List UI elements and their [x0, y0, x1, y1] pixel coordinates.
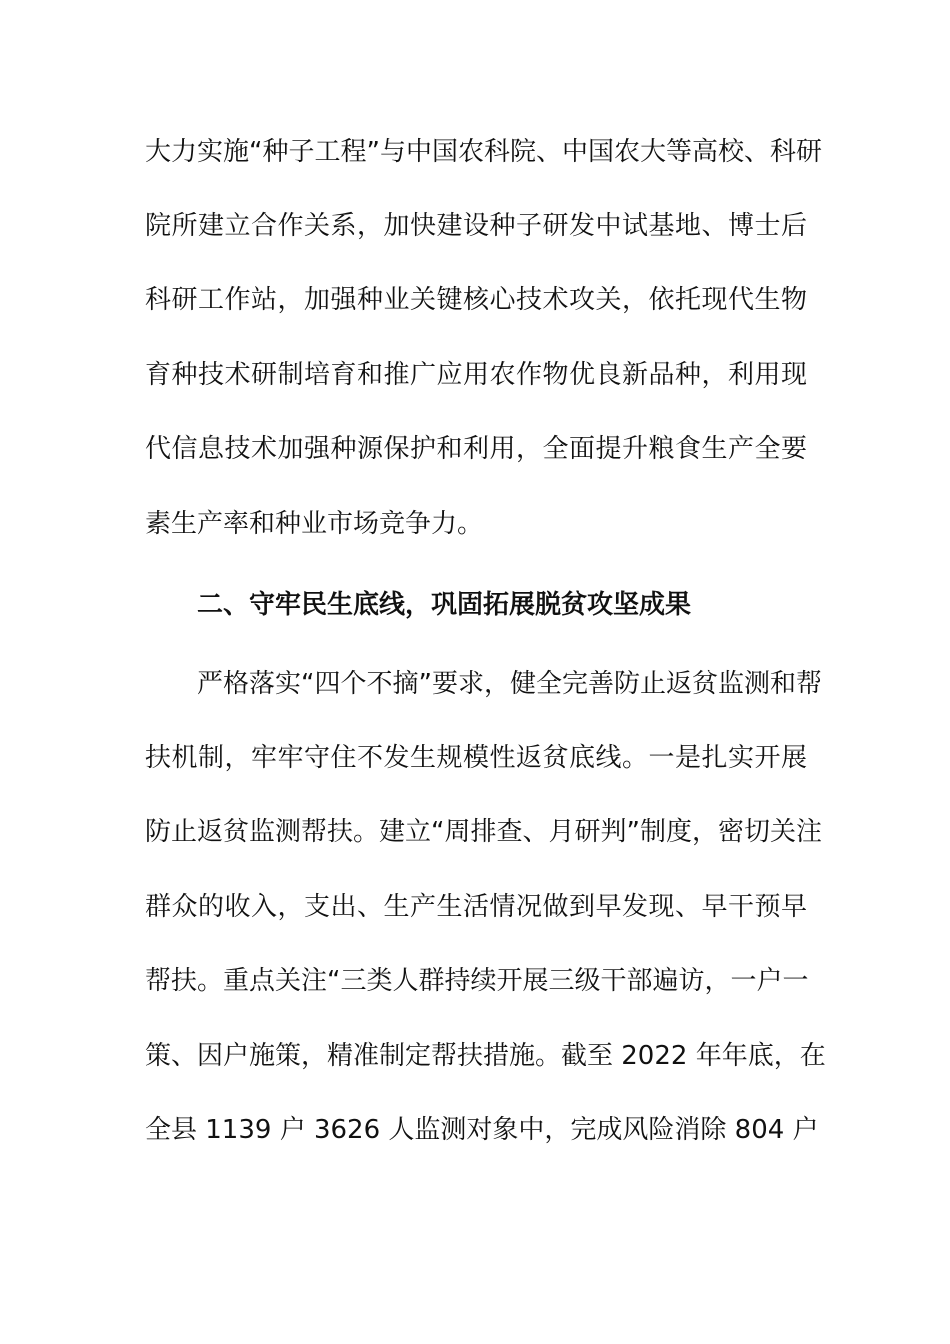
paragraph-2-line-4: 群众的收入，支出、生产生活情况做到早发现、早干预早 [145, 892, 807, 922]
paragraph-1-line-1: 大力实施“种子工程”与中国农科院、中国农大等高校、科研 [145, 137, 822, 167]
paragraph-2-line-2: 扶机制，牢牢守住不发生规模性返贫底线。一是扎实开展 [145, 743, 807, 773]
paragraph-2-line-7: 全县 1139 户 3626 人监测对象中，完成风险消除 804 户 [145, 1115, 819, 1145]
paragraph-1-line-2: 院所建立合作关系，加快建设种子研发中试基地、博士后 [145, 211, 807, 241]
paragraph-1-line-3: 科研工作站，加强种业关键核心技术攻关，依托现代生物 [145, 285, 807, 315]
paragraph-2-line-1: 严格落实“四个不摘”要求，健全完善防止返贫监测和帮 [197, 669, 822, 699]
paragraph-1-line-5: 代信息技术加强种源保护和利用，全面提升粮食生产全要 [145, 434, 807, 464]
paragraph-1-line-6: 素生产率和种业市场竞争力。 [145, 509, 484, 539]
paragraph-2-line-6: 策、因户施策，精准制定帮扶措施。截至 2022 年年底，在 [145, 1041, 826, 1071]
paragraph-1-line-4: 育种技术研制培育和推广应用农作物优良新品种，利用现 [145, 360, 807, 390]
section-heading: 二、守牢民生底线，巩固拓展脱贫攻坚成果 [197, 590, 692, 620]
paragraph-2-line-5: 帮扶。重点关注“三类人群持续开展三级干部遍访，一户一 [145, 966, 809, 996]
paragraph-2-line-3: 防止返贫监测帮扶。建立“周排查、月研判”制度，密切关注 [145, 817, 822, 847]
